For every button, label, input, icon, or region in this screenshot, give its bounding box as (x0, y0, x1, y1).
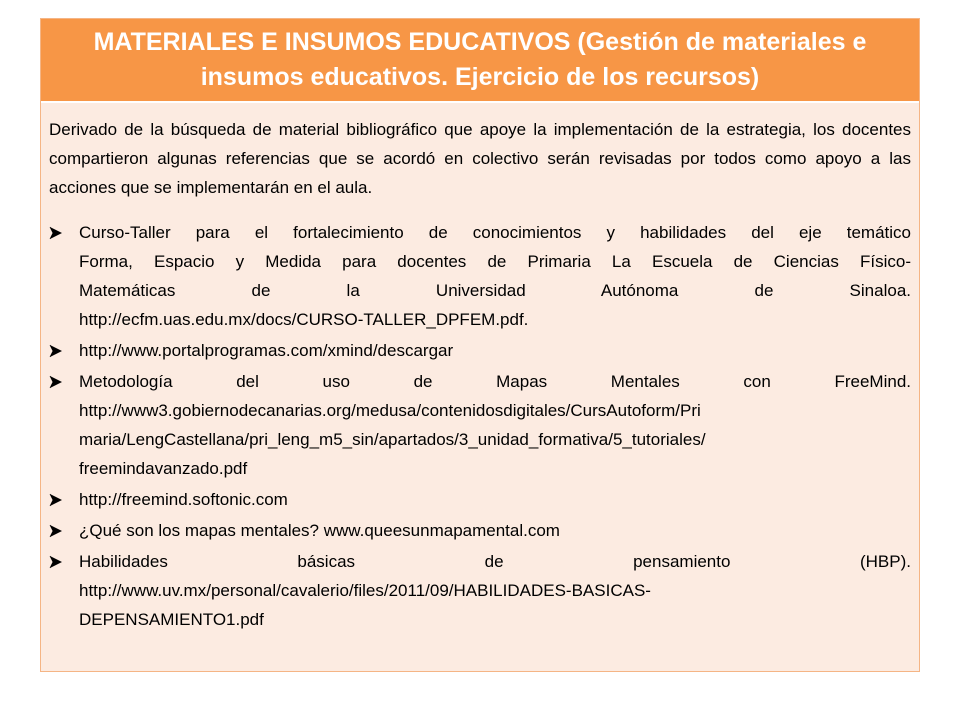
intro-paragraph: Derivado de la búsqueda de material bibliográfico que apoye la implementación de la estrategia, los docentes compartieron algunas referencias que se acordó en colectivo serán revisadas por todos como apoyo a las acciones que se implementarán en el aula. (49, 120, 911, 197)
reference-item (49, 547, 911, 634)
reference-line: http://www.uv.mx/personal/cavalerio/files/2011/09/HABILIDADES-BASICAS- (79, 581, 651, 600)
reference-text (79, 485, 911, 514)
card-header (41, 19, 919, 103)
reference-text (79, 336, 911, 365)
reference-text (79, 516, 911, 545)
reference-item (49, 516, 911, 545)
arrowhead-bullet-icon (49, 547, 79, 576)
title-line-2: insumos educativos. Ejercicio de los recursos) (200, 63, 760, 91)
materials-card (40, 18, 920, 672)
reference-line: Matemáticas de la Universidad Autónoma de Sinaloa. (79, 281, 911, 300)
reference-line: http://www.portalprogramas.com/xmind/descargar (79, 341, 454, 360)
reference-line: ¿Qué son los mapas mentales? www.queesunmapamental.com (79, 521, 560, 540)
reference-line: http://www3.gobiernodecanarias.org/medusa/contenidosdigitales/CursAutoform/Pri (79, 401, 701, 420)
reference-item (49, 218, 911, 334)
arrowhead-bullet-icon (49, 367, 79, 396)
reference-line: Forma, Espacio y Medida para docentes de Primaria La Escuela de Ciencias Físico- (79, 252, 911, 271)
reference-item (49, 367, 911, 483)
arrowhead-bullet-icon (49, 516, 79, 545)
reference-item (49, 336, 911, 365)
arrowhead-bullet-icon (49, 336, 79, 365)
reference-list (49, 218, 911, 634)
arrowhead-bullet-icon (49, 218, 79, 247)
title-line-1: MATERIALES E INSUMOS EDUCATIVOS (Gestión de materiales e (93, 28, 867, 56)
reference-line: DEPENSAMIENTO1.pdf (79, 610, 264, 629)
reference-text (79, 367, 911, 483)
reference-line: Habilidades básicas de pensamiento (HBP). (79, 552, 911, 571)
reference-line: Curso-Taller para el fortalecimiento de conocimientos y habilidades del eje temático (79, 223, 911, 242)
reference-item (49, 485, 911, 514)
reference-line: http://ecfm.uas.edu.mx/docs/CURSO-TALLER_DPFEM.pdf. (79, 310, 529, 329)
card-title (94, 25, 867, 95)
reference-line: http://freemind.softonic.com (79, 490, 288, 509)
reference-text (79, 547, 911, 634)
reference-text (79, 218, 911, 334)
reference-line: maria/LengCastellana/pri_leng_m5_sin/apartados/3_unidad_formativa/5_tutoriales/ (79, 430, 706, 449)
card-body (41, 103, 919, 634)
reference-line: Metodología del uso de Mapas Mentales con FreeMind. (79, 372, 911, 391)
arrowhead-bullet-icon (49, 485, 79, 514)
reference-line: freemindavanzado.pdf (79, 459, 248, 478)
